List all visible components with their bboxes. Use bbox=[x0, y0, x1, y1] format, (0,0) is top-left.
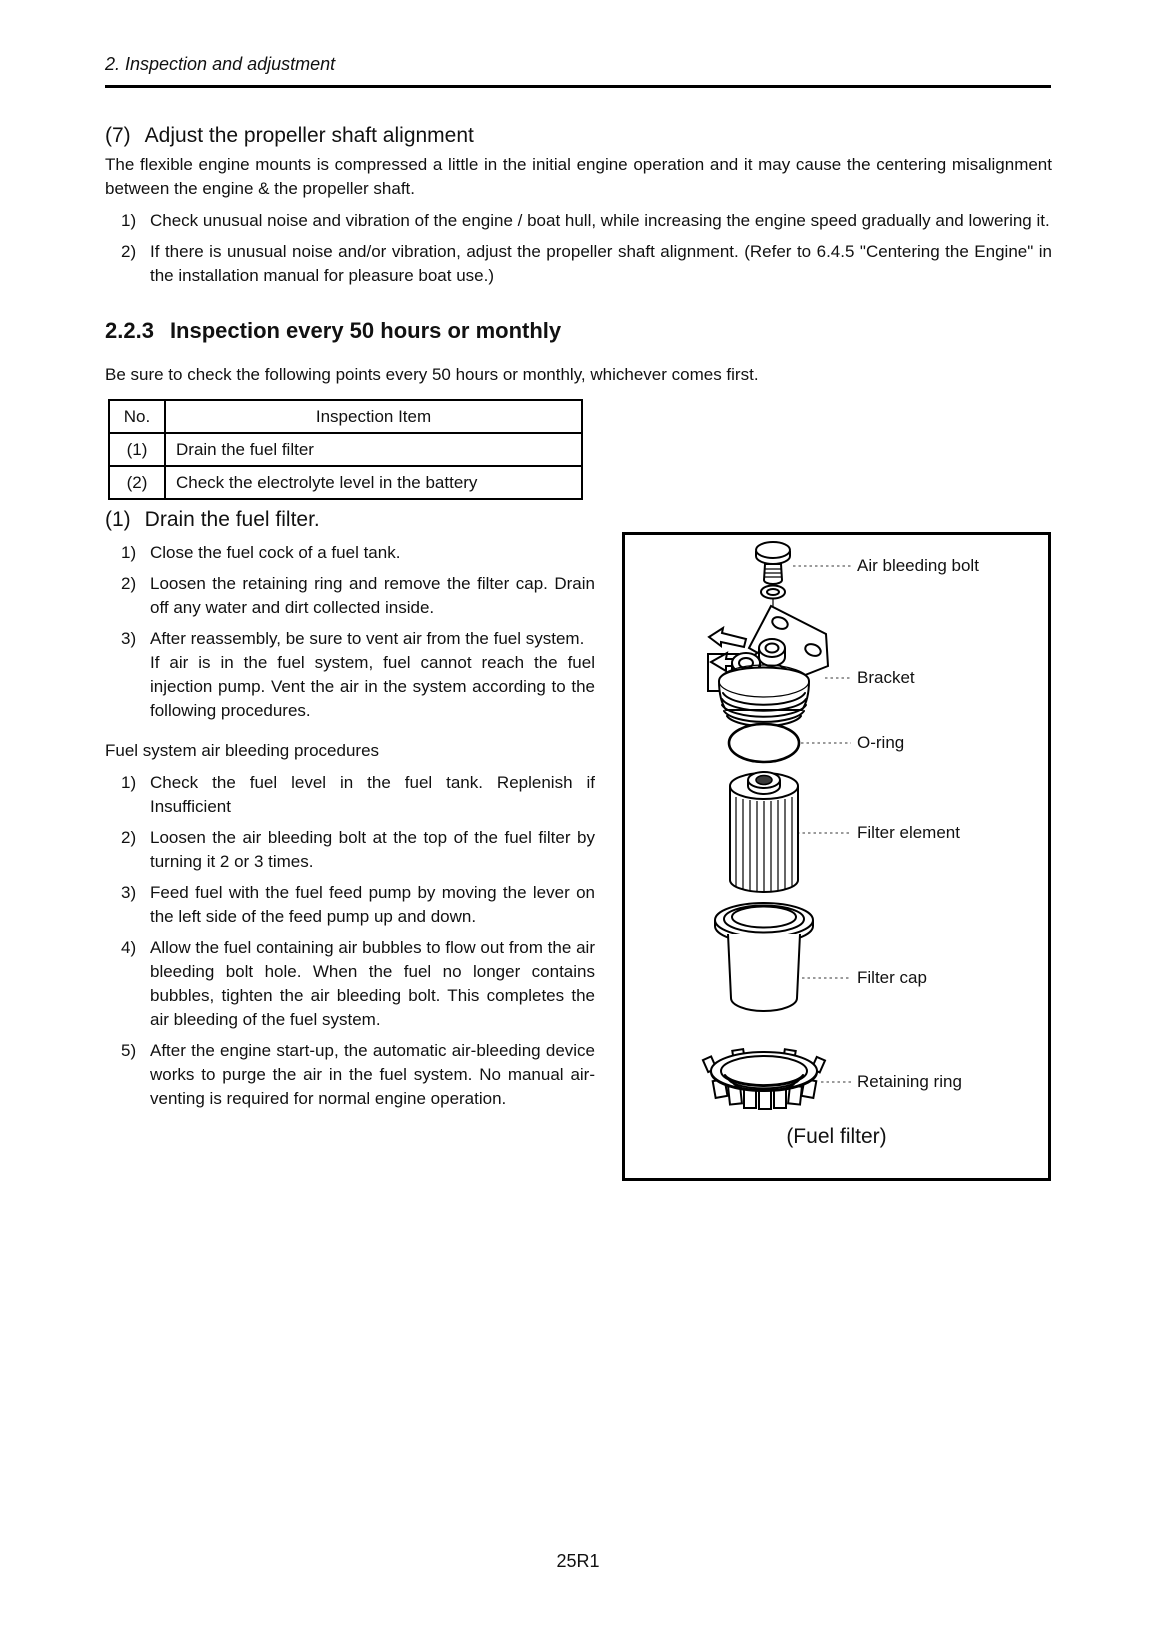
page-header: 2. Inspection and adjustment bbox=[105, 54, 336, 74]
figure-caption: (Fuel filter) bbox=[786, 1125, 887, 1148]
list-item: 1) Check unusual noise and vibration of the engine / boat hull, while increasing the engine speed gradually and lowering it. bbox=[121, 211, 1050, 230]
list-item: 2) If there is unusual noise and/or vibration, adjust the propeller shaft alignment. (Refer to 6.4.5 "Centering the Engine" in the installation manual for pleasure boat use.) bbox=[121, 242, 1052, 285]
table-row: (2) Check the electrolyte level in the battery bbox=[109, 466, 582, 499]
air-bleeding-heading: Fuel system air bleeding procedures bbox=[105, 741, 380, 760]
list-item: 5) After the engine start-up, the automatic air-bleeding device works to purge the air in the fuel system. No manual air-venting is required for normal engine operation. bbox=[121, 1041, 595, 1108]
fuel-filter-diagram bbox=[625, 535, 1048, 1178]
drain-fuel-filter-section bbox=[105, 508, 595, 1118]
label-air-bleeding-bolt: Air bleeding bolt bbox=[857, 556, 979, 575]
section-title: Inspection every 50 hours or monthly bbox=[169, 318, 562, 343]
inspection-table bbox=[108, 399, 583, 500]
section-heading bbox=[105, 318, 1052, 344]
list-item: 3) After reassembly, be sure to vent air from the fuel system. If air is in the fuel system, fuel cannot reach the fuel injection pump. Vent the air in the system according to the following procedures. bbox=[121, 629, 595, 720]
o-ring-drawing bbox=[729, 724, 799, 762]
list-item: 1) Close the fuel cock of a fuel tank. bbox=[121, 543, 401, 562]
fuel-filter-figure bbox=[622, 532, 1051, 1181]
list-item: 3) Feed fuel with the fuel feed pump by moving the lever on the left side of the feed pump up and down. bbox=[121, 883, 595, 926]
section-title: Adjust the propeller shaft alignment bbox=[144, 124, 474, 147]
section-heading bbox=[105, 124, 1052, 148]
label-filter-cap: Filter cap bbox=[857, 968, 927, 987]
air-bleeding-bolt-drawing bbox=[756, 542, 790, 584]
section-title: Drain the fuel filter. bbox=[144, 508, 320, 531]
label-filter-element: Filter element bbox=[857, 823, 960, 842]
table-header-row bbox=[109, 400, 582, 433]
section-inspection-50h bbox=[105, 318, 1052, 387]
section-number: 2.2.3 bbox=[105, 318, 154, 343]
bolt-washer-drawing bbox=[761, 586, 785, 599]
bracket-drawing bbox=[708, 606, 828, 726]
air-bleeding-procedures bbox=[105, 771, 595, 1111]
filter-cap-drawing bbox=[715, 903, 813, 1011]
list-item: 1) Check the fuel level in the fuel tank. Replenish if Insufficient bbox=[121, 773, 595, 816]
label-bracket: Bracket bbox=[857, 668, 915, 687]
section-heading bbox=[105, 508, 595, 532]
section-propeller-shaft bbox=[105, 124, 1052, 295]
filter-element-drawing bbox=[730, 772, 798, 892]
col-header-no: No. bbox=[109, 400, 165, 433]
list-item: 4) Allow the fuel containing air bubbles to flow out from the air bleeding bolt hole. When the fuel no longer contains bubbles, tighten the air bleeding bolt. This completes the air bleeding of the fuel system. bbox=[121, 938, 595, 1029]
label-o-ring: O-ring bbox=[857, 733, 905, 752]
section-number: (7) bbox=[105, 124, 131, 147]
col-header-item: Inspection Item bbox=[165, 400, 582, 433]
section-intro: The flexible engine mounts is compressed a little in the initial engine operation and it may cause the centering misalignment between the engine & the propeller shaft. bbox=[105, 155, 1052, 198]
retaining-ring-drawing bbox=[703, 1049, 825, 1109]
header-rule bbox=[105, 85, 1051, 88]
list-item: 2) Loosen the retaining ring and remove the filter cap. Drain off any water and dirt collected inside. bbox=[121, 574, 595, 617]
section-intro: Be sure to check the following points every 50 hours or monthly, whichever comes first. bbox=[105, 365, 759, 384]
label-retaining-ring: Retaining ring bbox=[857, 1072, 962, 1091]
list-item: 2) Loosen the air bleeding bolt at the top of the fuel filter by turning it 2 or 3 times. bbox=[121, 828, 595, 871]
section-number: (1) bbox=[105, 508, 131, 531]
table-row: (1) Drain the fuel filter bbox=[109, 433, 582, 466]
page-number: 25R1 bbox=[556, 1551, 600, 1571]
